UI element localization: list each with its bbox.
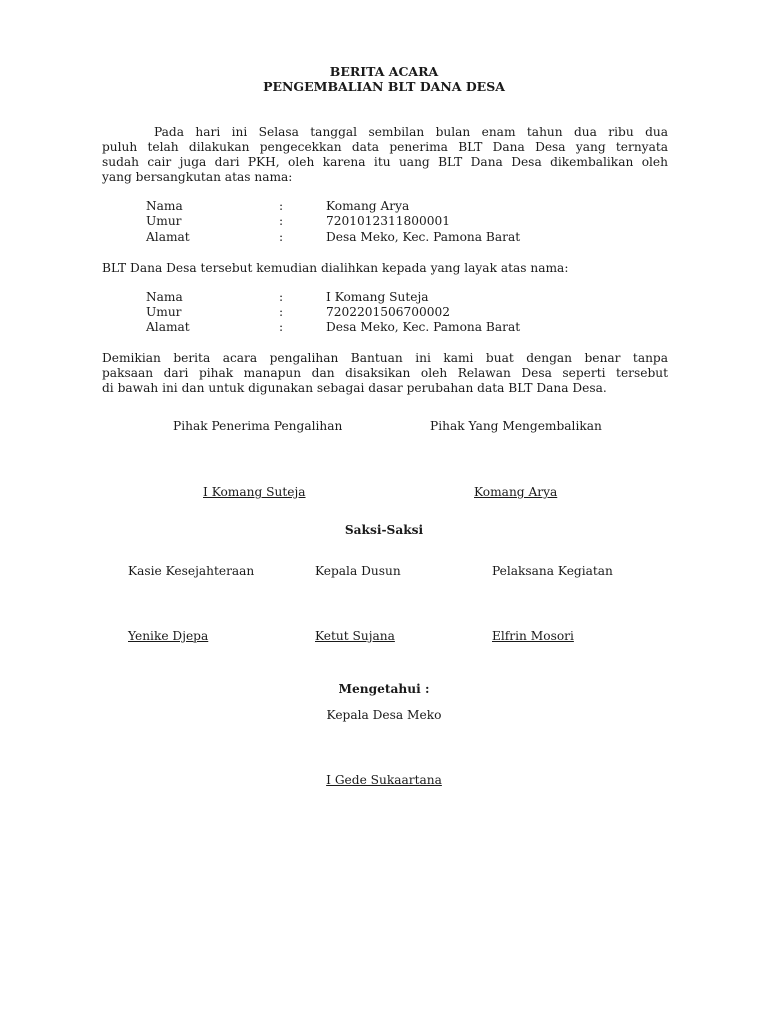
intro-line: puluh telah dilakukan pengecekkan data penerima BLT Dana Desa yang ternyata (102, 140, 668, 154)
closing-line: di bawah ini dan untuk digunakan sebagai dasar perubahan data BLT Dana Desa. (102, 381, 607, 395)
witness-role: Kasie Kesejahteraan (128, 564, 255, 578)
witness-name: Ketut Sujana (315, 629, 395, 643)
intro-line: sudah cair juga dari PKH, oleh karena itu uang BLT Dana Desa dikembalikan oleh (102, 155, 668, 169)
witness-name: Elfrin Mosori (492, 629, 574, 643)
document-title: BERITA ACARA (329, 64, 439, 79)
field-separator: : (279, 305, 284, 319)
intro-paragraph (102, 125, 668, 185)
field-separator: : (279, 320, 284, 334)
returner-name-value: Komang Arya (326, 199, 410, 213)
returner-id-value: 7201012311800001 (326, 214, 451, 228)
field-separator: : (279, 214, 284, 228)
transfer-text: BLT Dana Desa tersebut kemudian dialihkan kepada yang layak atas nama: (102, 261, 569, 275)
field-label: Alamat (146, 320, 190, 334)
receiver-address-value: Desa Meko, Kec. Pamona Barat (326, 320, 521, 334)
witness-role: Pelaksana Kegiatan (492, 564, 613, 578)
field-separator: : (279, 230, 284, 244)
returner-role: Pihak Yang Mengembalikan (430, 419, 602, 433)
acknowledgement-heading: Mengetahui : (338, 682, 430, 696)
returner-signature-name: Komang Arya (474, 485, 558, 499)
field-label: Umur (146, 214, 182, 228)
document-subtitle: PENGEMBALIAN BLT DANA DESA (263, 79, 505, 94)
intro-line: Pada hari ini Selasa tanggal sembilan bulan enam tahun dua ribu dua (154, 125, 668, 139)
field-separator: : (279, 290, 284, 304)
closing-paragraph (102, 351, 668, 396)
field-label: Alamat (146, 230, 190, 244)
witness-role: Kepala Dusun (315, 564, 401, 578)
village-head-name: I Gede Sukaartana (326, 773, 442, 787)
witnesses-heading: Saksi-Saksi (344, 523, 424, 537)
receiver-name-value: I Komang Suteja (326, 290, 429, 304)
returner-address-value: Desa Meko, Kec. Pamona Barat (326, 230, 521, 244)
witness-name: Yenike Djepa (128, 629, 209, 643)
field-label: Nama (146, 199, 183, 213)
village-head-role: Kepala Desa Meko (326, 708, 442, 722)
receiver-id-value: 7202201506700002 (326, 305, 451, 319)
field-label: Nama (146, 290, 183, 304)
field-label: Umur (146, 305, 182, 319)
receiver-signature-name: I Komang Suteja (203, 485, 306, 499)
closing-line: paksaan dari pihak manapun dan disaksikan oleh Relawan Desa seperti tersebut (102, 366, 668, 380)
receiver-role: Pihak Penerima Pengalihan (173, 419, 343, 433)
closing-line: Demikian berita acara pengalihan Bantuan ini kami buat dengan benar tanpa (102, 351, 668, 365)
intro-line: yang bersangkutan atas nama: (102, 170, 293, 184)
field-separator: : (279, 199, 284, 213)
